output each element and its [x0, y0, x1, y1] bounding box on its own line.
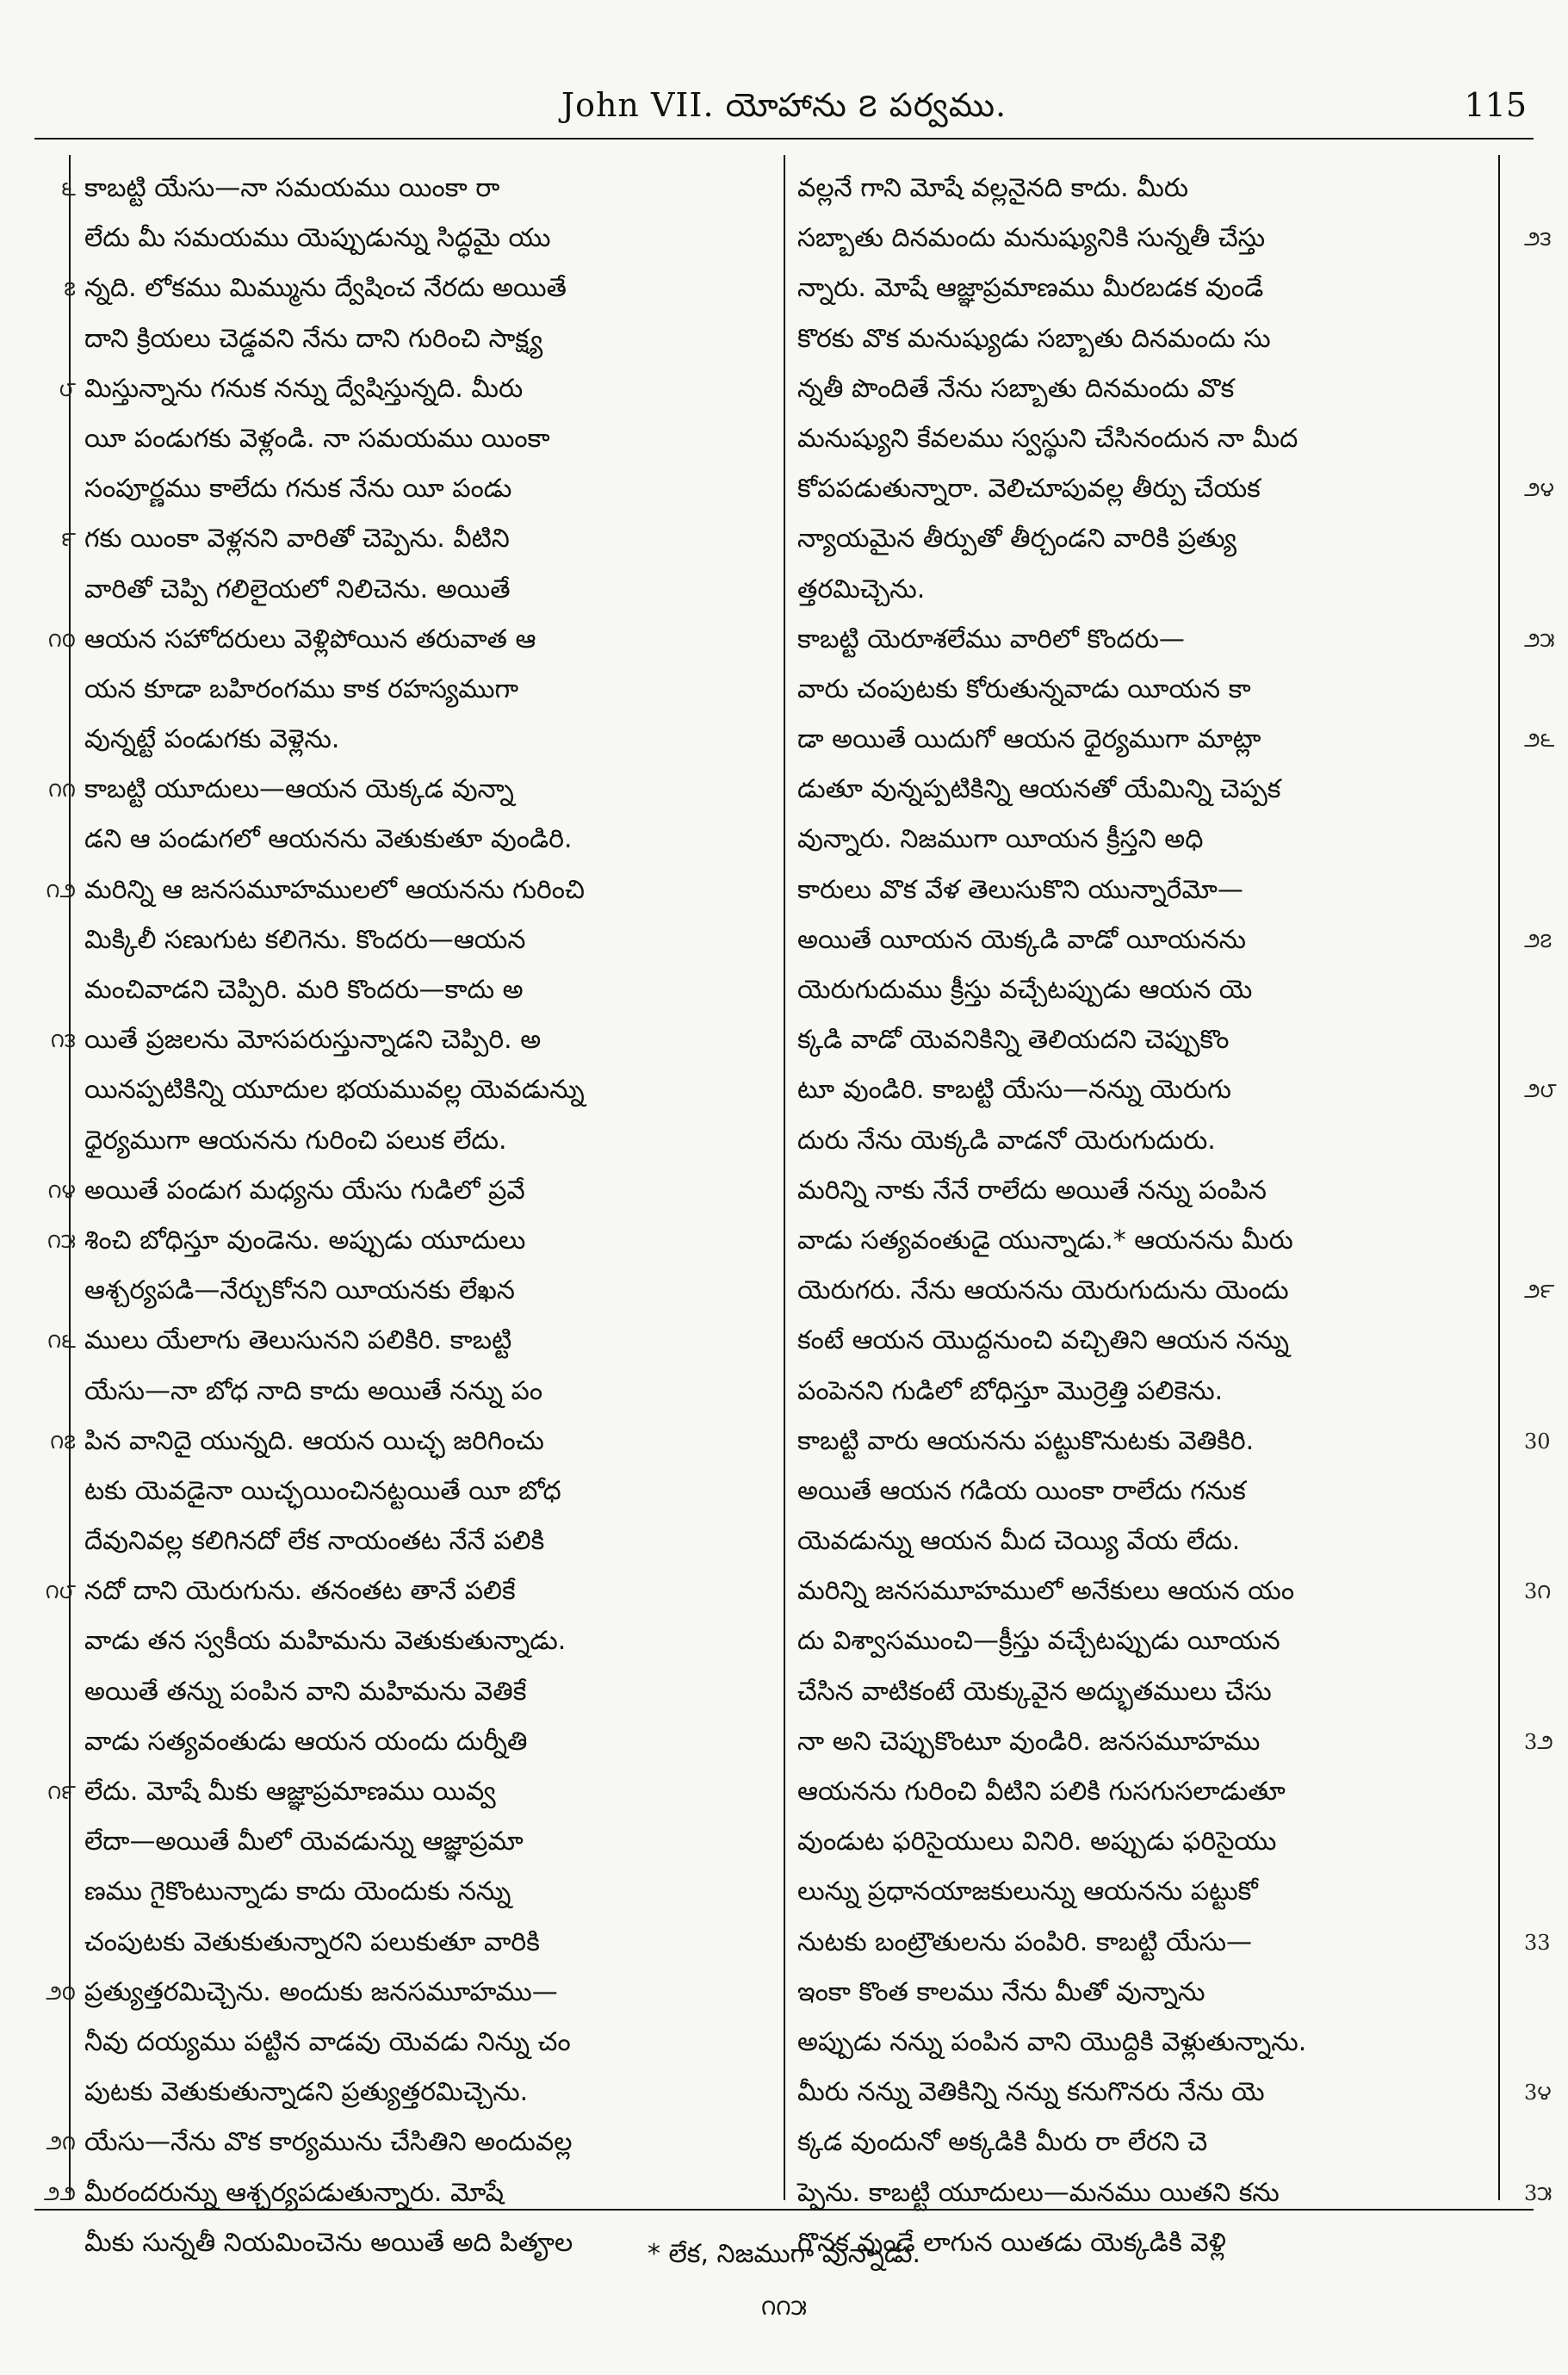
text-line	[45, 1566, 785, 1616]
verse-text: యెవడున్ను ఆయన మీద చెయ్యి వేయ లేదు.	[797, 1526, 1241, 1557]
verse-text: మిస్తున్నాను గనుక నన్ను ద్వేషిస్తున్నది. మీరు	[84, 373, 524, 404]
verse-text: మరిన్ని ఆ జనసమూహములలో ఆయనను గురించి	[84, 874, 585, 905]
text-line	[46, 1968, 785, 2018]
verse-number: ౧౬	[47, 1329, 76, 1354]
verse-number: 3౧	[1524, 1579, 1552, 1604]
text-line	[792, 1867, 1498, 1917]
verse-number: ౨౨	[43, 2180, 76, 2205]
text-line	[79, 1918, 785, 1968]
verse-text: నీవు దయ్యము పట్టిన వాడవు యెవడు నిన్ను చం	[84, 2026, 571, 2057]
verse-text: పుటకు వెతుకుతున్నాడని ప్రత్యుత్తరమిచ్చెను.	[84, 2077, 529, 2108]
text-line	[792, 965, 1498, 1015]
text-line	[792, 1417, 1551, 1467]
verse-text: ములు యేలాగు తెలుసునని పలికిరి. కాబట్టి	[84, 1325, 512, 1356]
text-line	[792, 1918, 1551, 1968]
verse-text: నా అని చెప్పుకొంటూ వుండిరి. జనసమూహము	[797, 1726, 1261, 1757]
verse-text: మిక్కిలీ సణుగుట కలిగెను. కొందరు—ఆయన	[84, 924, 526, 955]
verse-number: ౧౮	[45, 1579, 76, 1604]
text-line	[792, 1767, 1498, 1817]
text-line	[792, 1968, 1498, 2018]
verse-text: మనుష్యుని కేవలము స్వస్థుని చేసినందున నా మీద	[797, 423, 1298, 454]
verse-text: లున్ను ప్రధానయాజకులున్ను ఆయనను పట్టుకో	[797, 1876, 1258, 1907]
text-line	[79, 815, 785, 865]
verse-text: చేసిన వాటికంటే యెక్కువైన అద్భుతములు చేసు	[797, 1676, 1272, 1707]
page-header	[34, 60, 1534, 164]
verse-text: యినప్పటికిన్ని యూదుల భయమువల్ల యెవడున్ను	[84, 1075, 585, 1106]
text-line	[47, 615, 785, 665]
verse-text: దురు నేను యెక్కడి వాడనో యెరుగుదురు.	[797, 1125, 1216, 1156]
verse-text: పిన వానిదై యున్నది. ఆయన యిచ్ఛ జరిగించు	[84, 1425, 544, 1456]
text-line	[792, 915, 1553, 965]
text-line	[79, 1667, 785, 1717]
text-line	[792, 665, 1498, 715]
text-line	[792, 815, 1498, 865]
verse-text: వారితో చెప్పి గలిలైయలో నిలిచెను. అయితే	[84, 574, 511, 605]
text-line	[792, 1717, 1553, 1767]
text-line	[792, 1467, 1498, 1516]
text-line	[792, 2118, 1498, 2167]
folio-number: ౧౧౫	[760, 2295, 808, 2321]
verse-number: ౧౪	[47, 1178, 76, 1203]
text-line	[792, 565, 1498, 615]
verse-text: నుటకు బంట్రౌతులను పంపిరి. కాబట్టి యేసు—	[797, 1926, 1253, 1957]
verse-text: క్కడి వాడో యెవనికిన్ని తెలియదని చెప్పుకొం	[797, 1025, 1230, 1056]
text-line	[79, 1817, 785, 1867]
verse-text: లేదా—అయితే మీలో యెవడున్ను ఆజ్ఞాప్రమా	[84, 1826, 524, 1857]
text-line	[79, 1516, 785, 1566]
verse-text: వాడు సత్యవంతుడై యున్నాడు.* ఆయనను మీరు	[797, 1225, 1293, 1256]
verse-text: దేవునివల్ల కలిగినదో లేక నాయంతట నేనే పలికి	[84, 1526, 545, 1557]
verse-text: కొరకు వొక మనుష్యుడు సబ్బాతు దినమందు సు	[797, 323, 1271, 354]
text-line	[48, 765, 785, 815]
verse-text: కాబట్టి యేసు—నా సమయము యింకా రా	[84, 173, 500, 203]
text-line	[79, 314, 785, 364]
verse-text: వాడు సత్యవంతుడు ఆయన యందు దుర్నీతి	[84, 1726, 528, 1757]
text-line	[79, 2018, 785, 2068]
text-line	[47, 1316, 785, 1366]
text-line	[792, 1616, 1498, 1666]
text-line	[79, 965, 785, 1015]
footer-rule	[34, 2209, 1534, 2211]
text-line	[792, 1216, 1498, 1266]
page-number: 115	[1464, 86, 1527, 124]
left-column	[43, 164, 785, 2268]
verse-text: యెరుగుదుము క్రీస్తు వచ్చేటప్పుడు ఆయన యె	[797, 975, 1253, 1005]
verse-text: కాబట్టి యూదులు—ఆయన యెక్కడ వున్నా	[84, 774, 514, 805]
verse-text: కాబట్టి యెరూశలేము వారిలో కొందరు—	[797, 623, 1185, 654]
text-line	[792, 264, 1498, 313]
text-line	[792, 1367, 1498, 1417]
text-line	[79, 1717, 785, 1767]
verse-number: ౨౩	[1524, 226, 1552, 251]
verse-number: ౧౨	[46, 877, 76, 902]
verse-text: మరిన్ని నాకు నేనే రాలేదు అయితే నన్ను పంపిన	[797, 1175, 1267, 1206]
running-title: John VII. యోహాను ౭ పర్వము.	[561, 86, 1007, 124]
verse-text: అయితే ఆయన గడియ యింకా రాలేదు గనుక	[797, 1475, 1246, 1506]
verse-number: 3౨	[1524, 1729, 1553, 1754]
verse-text: నదో దాని యెరుగును. తనంతట తానే పలికే	[84, 1576, 516, 1607]
verse-text: ప్పెను. కాబట్టి యూదులు—మనము యితని కను	[797, 2177, 1280, 2208]
verse-number: ౧౭	[50, 1429, 76, 1454]
text-line	[79, 1065, 785, 1115]
verse-number: ౨౬	[1524, 728, 1555, 753]
verse-number: ౧౩	[50, 1028, 76, 1053]
text-line	[792, 1817, 1498, 1867]
verse-number: ౧౫	[46, 1228, 76, 1253]
verse-text: అయితే యీయన యెక్కడి వాడో యీయనను	[797, 924, 1247, 955]
verse-text: మంచివాడని చెప్పిరి. మరి కొందరు—కాదు అ	[84, 975, 524, 1005]
verse-number: ౧౧	[48, 778, 76, 803]
verse-text: డా అయితే యిదుగో ఆయన ధైర్యముగా మాట్లా	[797, 724, 1261, 755]
text-line	[46, 1216, 785, 1266]
text-line	[792, 2018, 1498, 2068]
verse-text: టూ వుండిరి. కాబట్టి యేసు—నన్ను యెరుగు	[797, 1075, 1231, 1106]
verse-text: న్నతీ పొందితే నేను సబ్బాతు దినమందు వొక	[797, 373, 1235, 404]
text-line	[79, 1867, 785, 1917]
verse-text: శించి బోధిస్తూ వుండెను. అప్పుడు యూదులు	[84, 1225, 526, 1256]
verse-text: దు విశ్వాసముంచి—క్రీస్తు వచ్చేటప్పుడు యీయన	[797, 1626, 1280, 1657]
right-column	[792, 164, 1557, 2268]
verse-text: వారు చంపుటకు కోరుతున్నవాడు యీయన కా	[797, 673, 1251, 704]
verse-text: సంపూర్ణము కాలేదు గనుక నేను యీ పండు	[84, 474, 512, 505]
verse-text: ఆశ్చర్యపడి—నేర్చుకోనని యీయనకు లేఖన	[84, 1275, 515, 1306]
verse-text: క్కడ వుందునో అక్కడికి మీరు రా లేరని చె	[797, 2127, 1208, 2158]
text-line	[79, 1467, 785, 1516]
verse-number: ౬	[61, 177, 76, 201]
verse-text: లేదు మీ సమయము యెప్పుడున్ను సిద్ధమై యు	[84, 223, 551, 254]
verse-text: డని ఆ పండుగలో ఆయనను వెతుకుతూ వుండిరి.	[84, 824, 573, 855]
text-line	[792, 1316, 1498, 1366]
verse-text: కారులు వొక వేళ తెలుసుకొని యున్నారేమో—	[797, 874, 1243, 905]
verse-text: యితే ప్రజలను మోసపరుస్తున్నాడని చెప్పిరి. అ	[84, 1025, 542, 1056]
footnote: * లేక, నిజముగా వున్నాడు.	[647, 2239, 921, 2269]
verse-text: సబ్బాతు దినమందు మనుష్యునికి సున్నతీ చేస్తు	[797, 223, 1266, 254]
text-line	[79, 414, 785, 464]
verse-text: చంపుటకు వెతుకుతున్నారని పలుకుతూ వారికి	[84, 1926, 540, 1957]
verse-text: న్యాయమైన తీర్పుతో తీర్చండని వారికి ప్రత్యు	[797, 524, 1237, 555]
right-margin-rule	[1498, 155, 1500, 2200]
verse-text: కోపపడుతున్నారా. వెలిచూపువల్ల తీర్పు చేయక	[797, 474, 1261, 505]
verse-text: వాడు తన స్వకీయ మహిమను వెతుకుతున్నాడు.	[84, 1626, 567, 1657]
verse-number: ౭	[64, 276, 76, 301]
verse-number: ౯	[61, 527, 76, 552]
verse-text: న్నది. లోకము మిమ్మును ద్వేషించ నేరదు అయితే	[84, 273, 567, 304]
text-line	[79, 464, 785, 514]
verse-number: 30	[1524, 1429, 1551, 1454]
text-line	[792, 214, 1552, 264]
text-line	[79, 565, 785, 615]
text-line	[79, 1266, 785, 1316]
text-line	[792, 1667, 1498, 1717]
verse-text: యన కూడా బహిరంగము కాక రహస్యముగా	[84, 673, 519, 704]
text-line	[792, 865, 1498, 915]
verse-text: వున్నట్టే పండుగకు వెళ్లెను.	[84, 724, 340, 755]
verse-number: 3౪	[1524, 2080, 1552, 2105]
verse-number: ౮	[59, 376, 76, 401]
verse-text: అయితే తన్ను పంపిన వాని మహిమను వెతికే	[84, 1676, 527, 1707]
text-line	[79, 715, 785, 765]
verse-text: లేదు. మోషే మీకు ఆజ్ఞాప్రమాణము యివ్వ	[84, 1777, 496, 1807]
verse-number: ౧౦	[47, 627, 76, 652]
verse-number: ౨౦	[46, 1980, 76, 2005]
text-line	[792, 715, 1555, 765]
verse-text: ధైర్యముగా ఆయనను గురించి పలుక లేదు.	[84, 1125, 507, 1156]
text-line	[792, 1566, 1552, 1616]
scripture-page	[34, 34, 1557, 2341]
verse-text: యీ పండుగకు వెళ్లండి. నా సమయము యింకా	[84, 423, 550, 454]
text-line	[64, 264, 785, 313]
verse-text: డుతూ వున్నప్పటికిన్ని ఆయనతో యేమిన్ని చెప్పక	[797, 774, 1281, 805]
verse-text: వుండుట ఫరిసైయులు వినిరి. అప్పుడు ఫరిసైయు	[797, 1826, 1277, 1857]
verse-text: మీరందరున్ను ఆశ్చర్యపడుతున్నారు. మోషే	[84, 2177, 505, 2208]
text-line	[79, 665, 785, 715]
text-line	[792, 514, 1498, 564]
text-line	[79, 1616, 785, 1666]
verse-number: ౨౫	[1524, 627, 1555, 652]
verse-number: ౧౯	[47, 1780, 76, 1804]
text-line	[792, 1166, 1498, 1216]
text-line	[79, 915, 785, 965]
text-line	[79, 1367, 785, 1417]
verse-number: ౨౯	[1524, 1279, 1555, 1304]
verse-text: మరిన్ని జనసమూహములో అనేకులు ఆయన యం	[797, 1576, 1295, 1607]
verse-text: వల్లనే గాని మోషే వల్లనైనది కాదు. మీరు	[797, 173, 1189, 203]
verse-text: మీరు నన్ను వెతికిన్ని నన్ను కనుగొనరు నేను యె	[797, 2077, 1265, 2108]
verse-number: ౨౪	[1524, 477, 1555, 502]
verse-text: ణము గైకొంటున్నాడు కాదు యెందుకు నన్ను	[84, 1876, 511, 1907]
text-line	[61, 164, 785, 214]
verse-text: అప్పుడు నన్ను పంపిన వాని యొద్దికి వెళ్లుతున్నాను.	[797, 2026, 1307, 2057]
verse-text: త్తరమిచ్చెను.	[797, 574, 926, 605]
verse-text: పంపెనని గుడిలో బోధిస్తూ మొర్రెత్తి పలికెను.	[797, 1375, 1224, 1406]
text-line	[792, 414, 1498, 464]
text-line	[792, 364, 1498, 414]
verse-text: ఇంకా కొంత కాలము నేను మీతో వున్నాను	[797, 1976, 1205, 2007]
verse-text: కంటే ఆయన యొద్దనుంచి వచ్చితిని ఆయన నన్ను	[797, 1325, 1290, 1356]
text-line	[46, 865, 785, 915]
text-line	[59, 364, 785, 414]
text-line	[50, 1015, 785, 1065]
verse-text: గకు యింకా వెళ్లనని వారితో చెప్పెను. వీటిని	[84, 524, 510, 555]
text-line	[79, 1116, 785, 1166]
text-line	[47, 1767, 785, 1817]
text-line	[79, 214, 785, 264]
text-line	[792, 314, 1498, 364]
text-line	[792, 615, 1555, 665]
verse-text: గొనక వుండే లాగున యితడు యెక్కడికి వెళ్లి	[797, 2227, 1226, 2258]
verse-number: 3౫	[1524, 2180, 1553, 2205]
text-line	[792, 1516, 1498, 1566]
verse-text: కాబట్టి వారు ఆయనను పట్టుకొనుటకు వెతికిరి.	[797, 1425, 1255, 1456]
header-rule	[34, 138, 1534, 140]
text-line	[792, 1065, 1557, 1115]
verse-text: యెరుగరు. నేను ఆయనను యెరుగుదును యెందు	[797, 1275, 1289, 1306]
verse-text: ఆయన సహోదరులు వెళ్లిపోయిన తరువాత ఆ	[84, 623, 536, 654]
text-line	[792, 1266, 1555, 1316]
verse-number: ౨౭	[1524, 927, 1553, 952]
verse-text: ఆయనను గురించి వీటిని పలికి గుసగుసలాడుతూ	[797, 1777, 1286, 1807]
verse-text: ప్రత్యుత్తరమిచ్చెను. అందుకు జనసమూహము—	[84, 1976, 558, 2007]
text-line	[792, 765, 1498, 815]
verse-text: మీకు సున్నతీ నియమించెను అయితే అది పితౄల	[84, 2227, 573, 2258]
verse-text: యేసు—నేను వొక కార్యమును చేసితిని అందువల్ల	[84, 2127, 573, 2158]
text-line	[46, 2118, 785, 2167]
verse-text: టకు యెవడైనా యిచ్ఛయించినట్టయితే యీ బోధ	[84, 1475, 561, 1506]
verse-text: అయితే పండుగ మధ్యను యేసు గుడిలో ప్రవే	[84, 1175, 525, 1206]
verse-text: యేసు—నా బోధ నాది కాదు అయితే నన్ను పం	[84, 1375, 543, 1406]
verse-number: 33	[1524, 1930, 1551, 1955]
text-line	[792, 2068, 1552, 2118]
verse-number: ౨౧	[46, 2130, 76, 2155]
verse-text: దాని క్రియలు చెడ్డవని నేను దాని గురించి సాక్ష్య	[84, 323, 543, 354]
text-line	[61, 514, 785, 564]
text-line	[50, 1417, 785, 1467]
text-line	[792, 164, 1498, 214]
text-line	[792, 1116, 1498, 1166]
verse-number: ౨౮	[1524, 1078, 1557, 1103]
verse-text: న్నారు. మోషే ఆజ్ఞాప్రమాణము మీరబడక వుండే	[797, 273, 1264, 304]
text-line	[47, 1166, 785, 1216]
text-line	[792, 1015, 1498, 1065]
text-line	[792, 464, 1555, 514]
verse-text: వున్నారు. నిజముగా యీయన క్రీస్తని అధి	[797, 824, 1204, 855]
text-line	[79, 2068, 785, 2118]
